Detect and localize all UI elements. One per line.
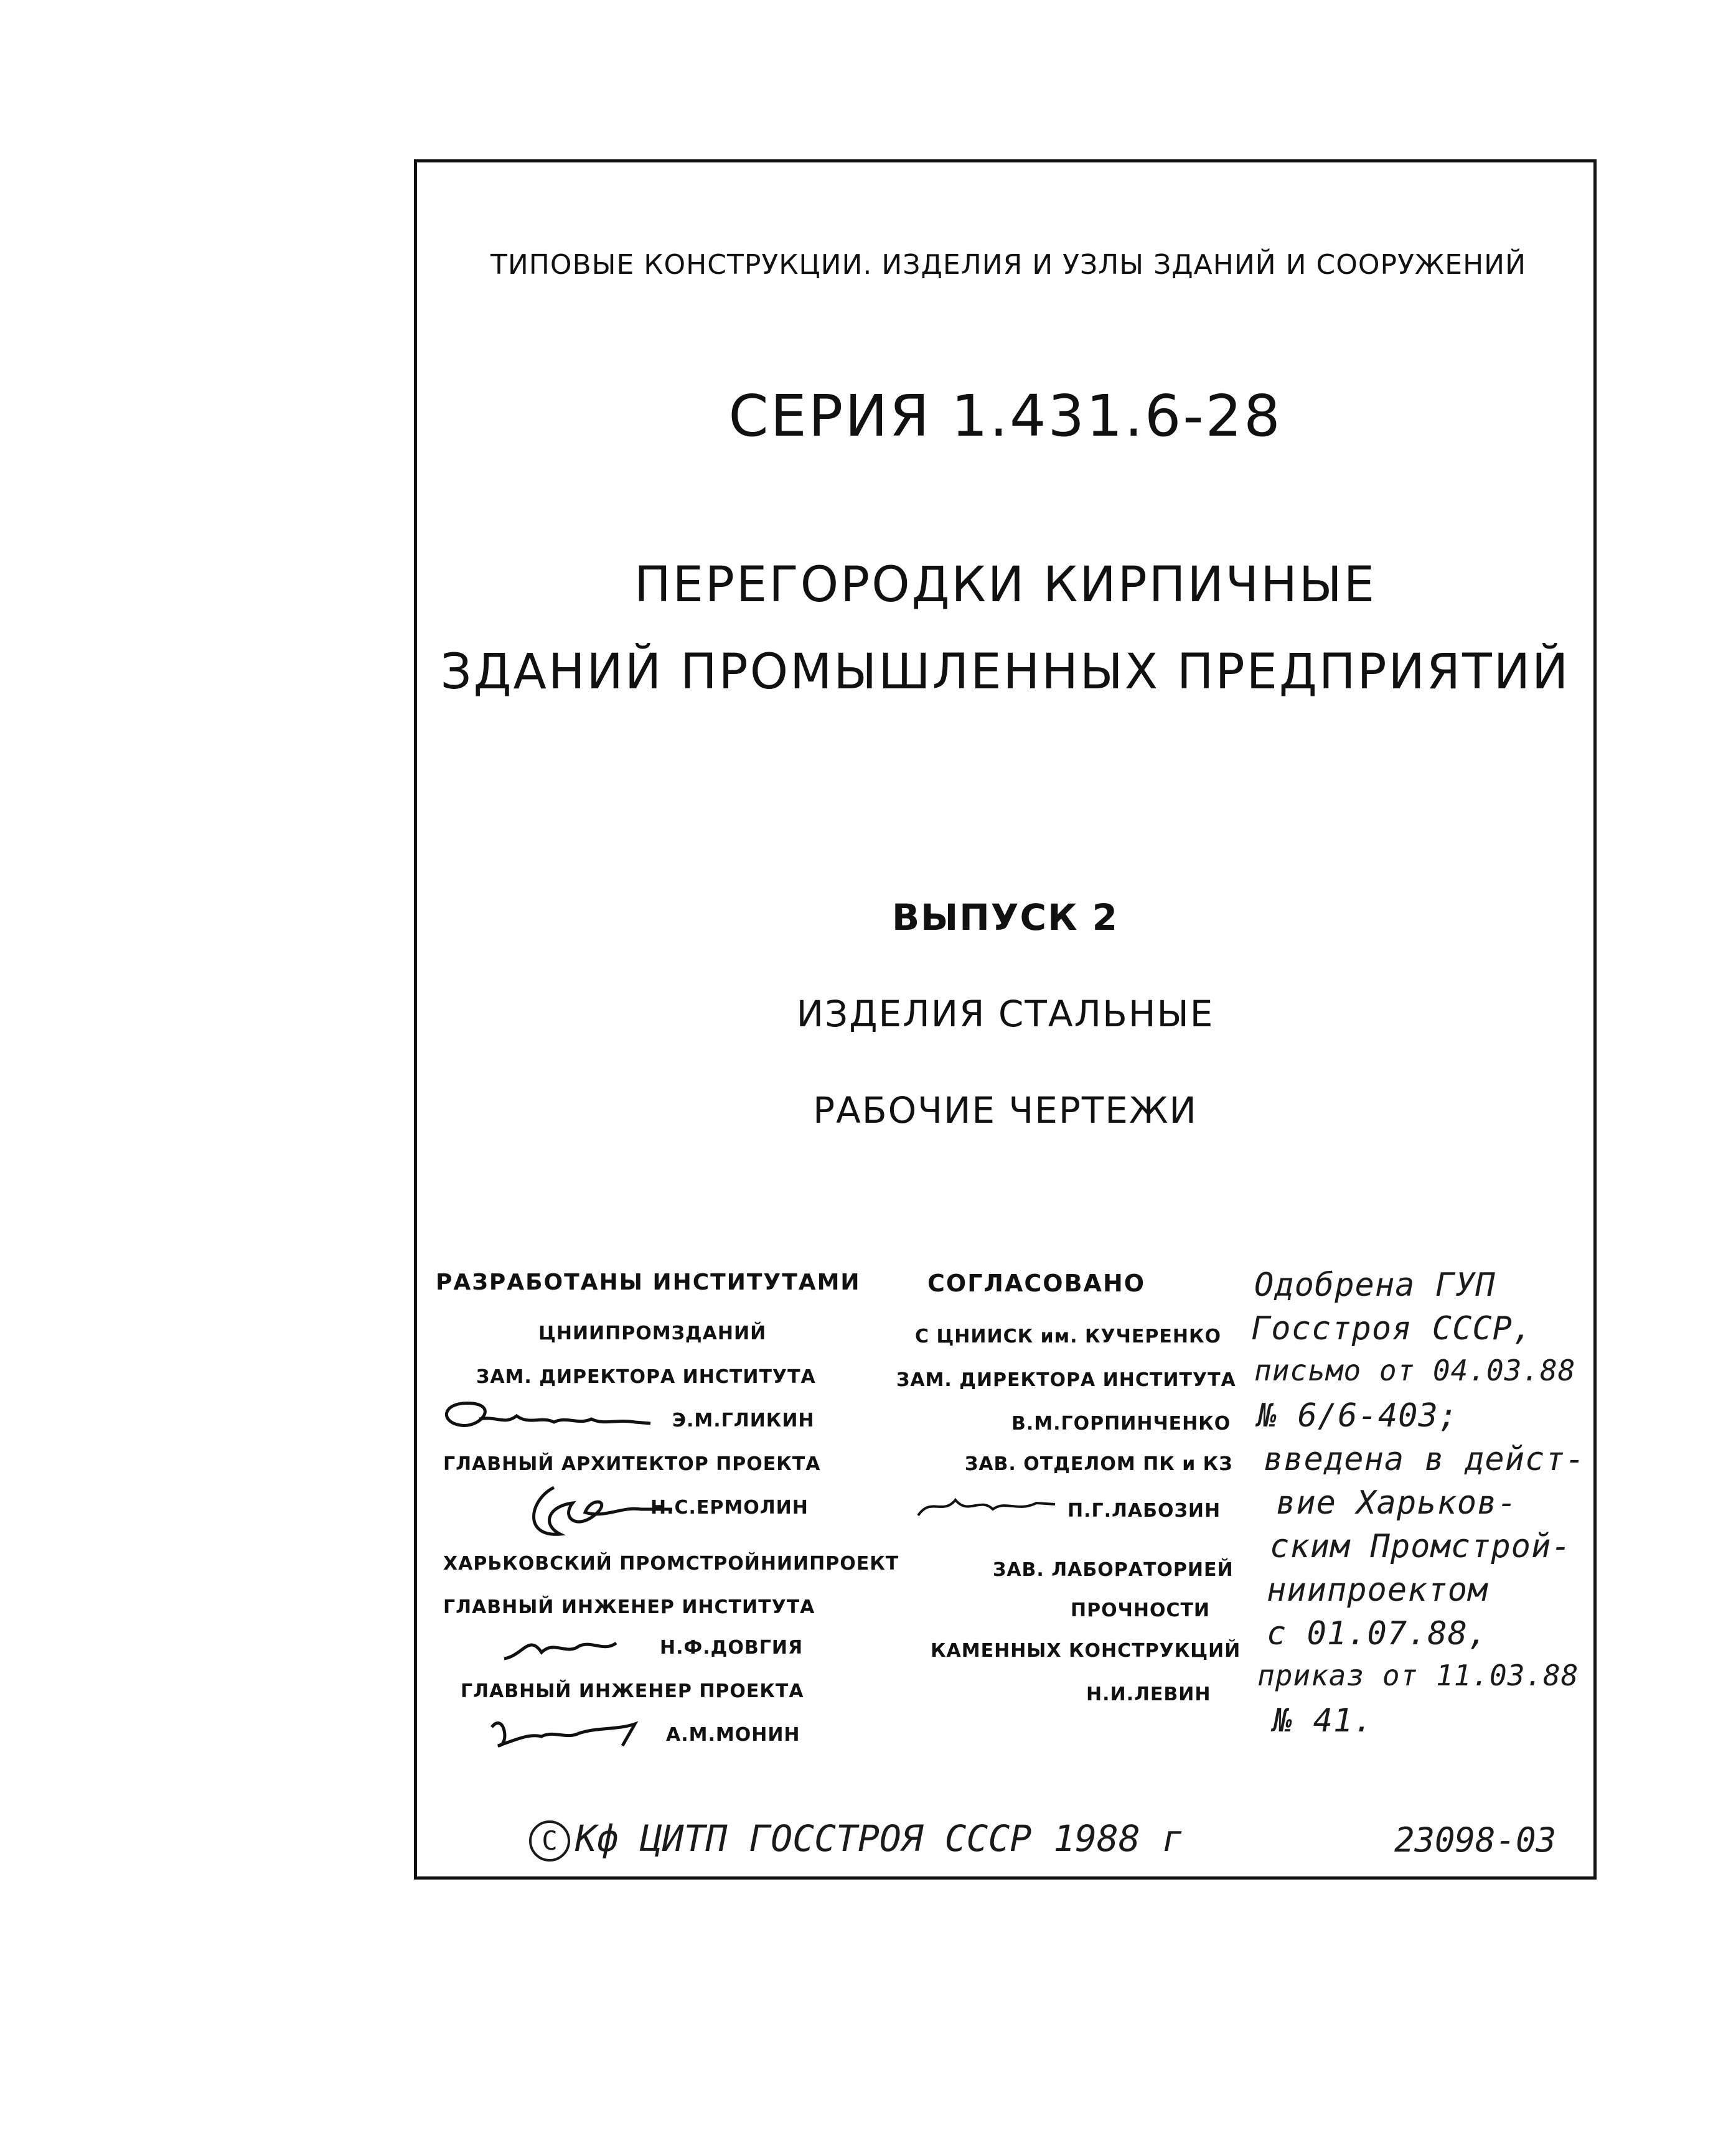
approval-note-line-6: вие Харьков- [1276,1484,1518,1522]
signature-labozin [912,1484,1061,1528]
approval-note-line-8: ниипроектом [1267,1571,1488,1609]
developed-name-1: Э.М.ГЛИКИН [672,1410,815,1431]
approval-note-line-2: Госстроя СССР, [1251,1310,1533,1347]
developed-name-4: А.М.МОНИН [666,1724,800,1746]
signature-glikin [436,1391,685,1447]
developed-name-2: Н.С.ЕРМОЛИН [650,1497,809,1519]
signature-dovgiya [498,1621,635,1671]
issue-subject: ИЗДЕЛИЯ СТАЛЬНЫЕ [796,993,1214,1035]
approval-note-line-10: приказ от 11.03.88 [1257,1659,1579,1692]
title-line-1: ПЕРЕГОРОДКИ КИРПИЧНЫЕ [634,557,1377,613]
approval-note-line-9: с 01.07.88, [1267,1615,1488,1652]
agreed-name-3: Н.И.ЛЕВИН [1086,1684,1211,1705]
footer-publisher [529,1817,1184,1862]
approval-note-line-7: ским Промстрой- [1270,1528,1572,1565]
issue-type: РАБОЧИЕ ЧЕРТЕЖИ [813,1089,1198,1131]
approval-note-line-4: № 6/6-403; [1257,1397,1459,1435]
agreed-heading: СОГЛАСОВАНО [927,1270,1146,1297]
developed-heading: РАЗРАБОТАНЫ ИНСТИТУТАМИ [436,1270,861,1295]
agreed-role-1: ЗАМ. ДИРЕКТОРА ИНСТИТУТА [896,1369,1236,1391]
approval-note-line-5: введена в дейст- [1264,1441,1585,1478]
approval-note-line-3: письмо от 04.03.88 [1254,1354,1576,1387]
developed-institute-2: ХАРЬКОВСКИЙ ПРОМСТРОЙНИИПРОЕКТ [443,1553,899,1575]
agreed-role-3b: ПРОЧНОСТИ [1071,1599,1211,1621]
copyright-icon: C [529,1820,570,1862]
issue-number: ВЫПУСК 2 [891,896,1119,939]
agreed-name-2: П.Г.ЛАБОЗИН [1067,1500,1221,1522]
agreed-role-2: ЗАВ. ОТДЕЛОМ ПК и КЗ [965,1453,1233,1475]
agreed-institute: С ЦНИИСК им. КУЧЕРЕНКО [915,1326,1221,1347]
series-label: СЕРИЯ 1.431.6-28 [728,383,1282,449]
agreed-role-3c: КАМЕННЫХ КОНСТРУКЦИЙ [931,1640,1241,1662]
agreed-name-1: В.М.ГОРПИНЧЕНКО [1011,1413,1231,1435]
category-header: ТИПОВЫЕ КОНСТРУКЦИИ. ИЗДЕЛИЯ И УЗЛЫ ЗДАНИЙ И СООРУЖЕНИЙ [490,249,1526,281]
developed-role-2: ГЛАВНЫЙ АРХИТЕКТОР ПРОЕКТА [443,1453,821,1475]
developed-role-1: ЗАМ. ДИРЕКТОРА ИНСТИТУТА [476,1366,816,1388]
signature-monin [486,1708,647,1758]
agreed-role-3a: ЗАВ. ЛАБОРАТОРИЕЙ [993,1559,1234,1581]
developed-role-4: ГЛАВНЫЙ ИНЖЕНЕР ПРОЕКТА [461,1680,804,1702]
approval-note-line-11: № 41. [1273,1702,1374,1740]
footer-code: 23098-03 [1394,1820,1557,1860]
approval-note-line-1: Одобрена ГУП [1254,1267,1496,1304]
developed-institute-1: ЦНИИПРОМЗДАНИЙ [538,1323,767,1344]
developed-name-3: Н.Ф.ДОВГИЯ [660,1637,804,1659]
footer-publisher-text: Кф ЦИТП ГОССТРОЯ СССР 1988 г [575,1817,1184,1860]
developed-role-3: ГЛАВНЫЙ ИНЖЕНЕР ИНСТИТУТА [443,1596,815,1618]
title-line-2: ЗДАНИЙ ПРОМЫШЛЕННЫХ ПРЕДПРИЯТИЙ [440,644,1570,700]
